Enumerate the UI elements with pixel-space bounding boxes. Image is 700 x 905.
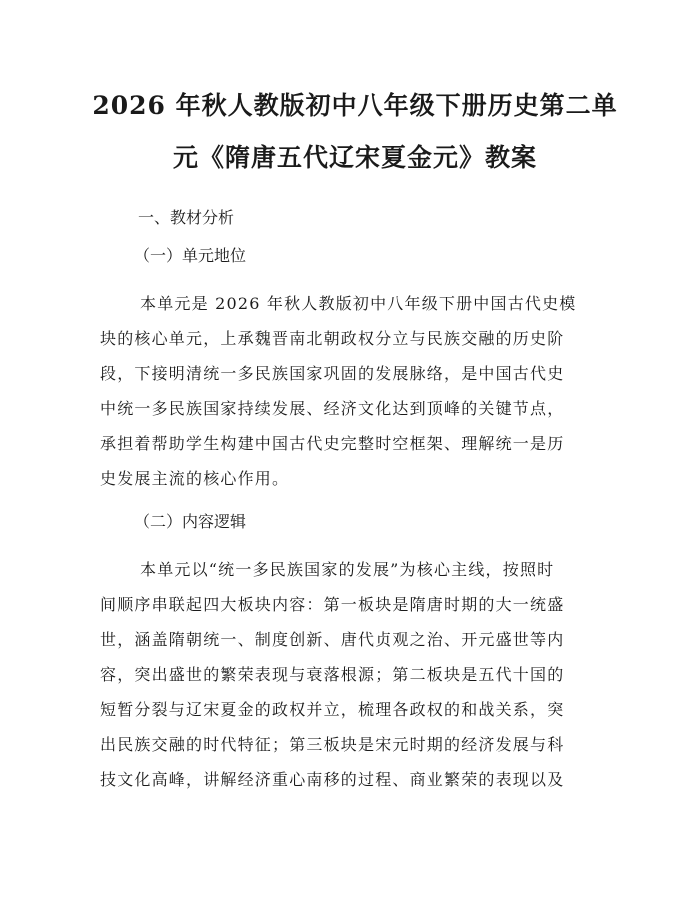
paragraph-line: 本单元以“统一多民族国家的发展”为核心主线，按照时 xyxy=(140,560,555,579)
document-title xyxy=(90,80,620,184)
subsection-heading-content-logic: （二）内容逻辑 xyxy=(134,512,247,531)
paragraph-line: 本单元是 2026 年秋人教版初中八年级下册中国古代史模 xyxy=(140,294,577,313)
paragraph-line: 出民族交融的时代特征；第三板块是宋元时期的经济发展与科 xyxy=(100,735,565,754)
paragraph-line: 世，涵盖隋朝统一、制度创新、唐代贞观之治、开元盛世等内 xyxy=(100,630,565,649)
paragraph-line: 史发展主流的核心作用。 xyxy=(100,469,290,488)
paragraph-line: 中统一多民族国家持续发展、经济文化达到顶峰的关键节点， xyxy=(100,399,565,418)
paragraph-unit-position xyxy=(100,286,610,496)
paragraph-line: 短暂分裂与辽宋夏金的政权并立，梳理各政权的和战关系，突 xyxy=(100,700,565,719)
paragraph-line: 间顺序串联起四大板块内容：第一板块是隋唐时期的大一统盛 xyxy=(100,595,565,614)
paragraph-line: 块的核心单元，上承魏晋南北朝政权分立与民族交融的历史阶 xyxy=(100,329,565,348)
paragraph-content-logic xyxy=(100,552,610,797)
paragraph-line: 承担着帮助学生构建中国古代史完整时空框架、理解统一是历 xyxy=(100,434,565,453)
paragraph-line: 容，突出盛世的繁荣表现与衰落根源；第二板块是五代十国的 xyxy=(100,665,565,684)
title-line-1: 2026 年秋人教版初中八年级下册历史第二单 xyxy=(92,91,618,120)
paragraph-line: 技文化高峰，讲解经济重心南移的过程、商业繁荣的表现以及 xyxy=(100,770,565,789)
subsection-heading-unit-position: （一）单元地位 xyxy=(134,246,247,265)
title-line-2: 元《隋唐五代辽宋夏金元》教案 xyxy=(172,143,537,172)
section-heading-textbook-analysis: 一、教材分析 xyxy=(138,208,235,227)
paragraph-line: 段，下接明清统一多民族国家巩固的发展脉络，是中国古代史 xyxy=(100,364,565,383)
